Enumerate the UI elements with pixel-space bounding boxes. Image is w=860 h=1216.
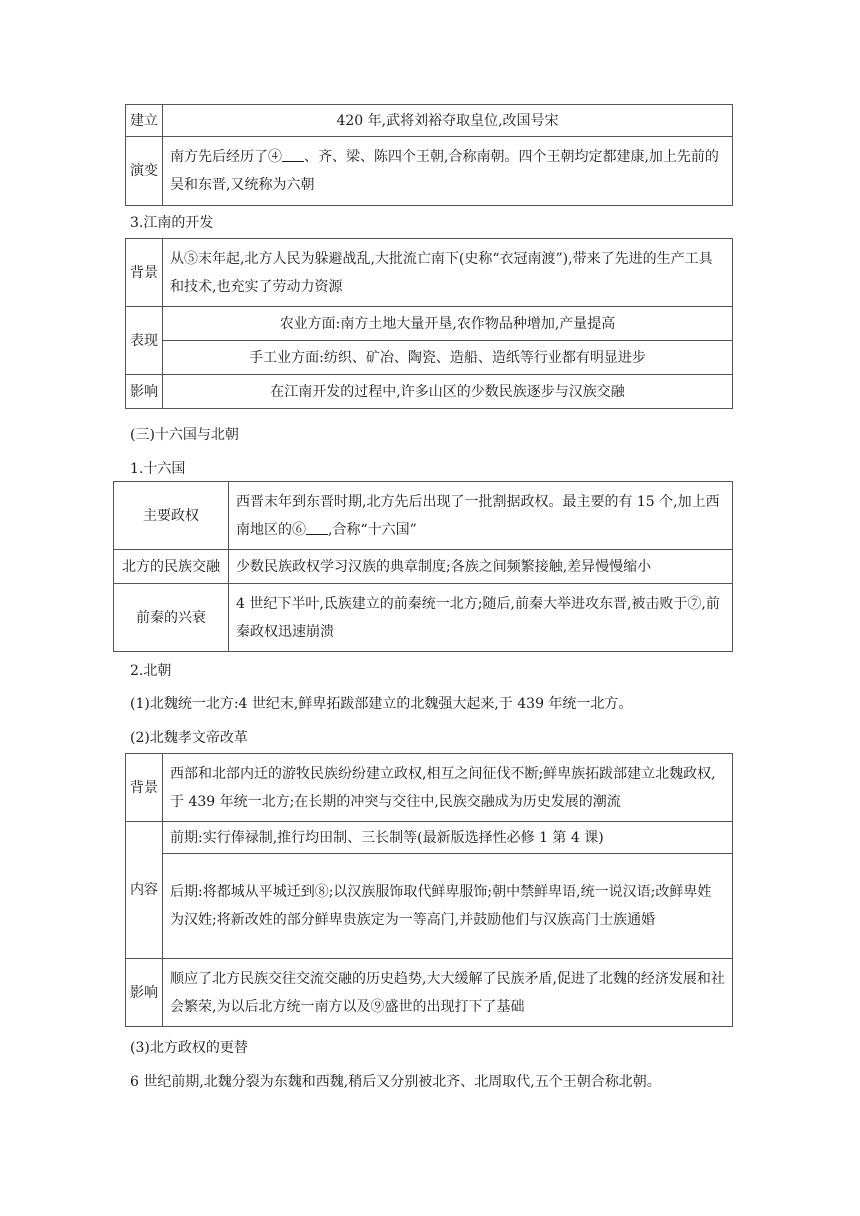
text-after-blank: 、齐、梁、陈四个王朝,合称南朝。四个王朝均定都建康,加上先前的吴和东晋,又统称为六朝 xyxy=(170,149,719,193)
row-text: 顺应了北方民族交往交流交融的历史趋势,大大缓解了民族矛盾,促进了北魏的经济发展和社会繁荣,为以后北方统一南方以及⑨盛世的出现打下了基础 xyxy=(163,959,733,1027)
row-label: 建立 xyxy=(126,105,163,137)
sixteen-kingdoms-table xyxy=(113,481,733,652)
row-text: 手工业方面:纺织、矿冶、陶瓷、造船、造纸等行业都有明显进步 xyxy=(163,341,733,375)
fill-in-blank[interactable] xyxy=(306,520,328,535)
row-label: 前秦的兴衰 xyxy=(114,584,229,652)
row-text: 420 年,武将刘裕夺取皇位,改国号宋 xyxy=(163,105,733,137)
row-text xyxy=(163,137,733,206)
paragraph: (3)北方政权的更替 xyxy=(130,1040,248,1056)
row-label: 影响 xyxy=(126,959,163,1027)
part-heading: (三)十六国与北朝 xyxy=(130,427,239,443)
fill-in-blank[interactable] xyxy=(282,147,304,162)
section-heading: 1.十六国 xyxy=(130,461,186,477)
table-row xyxy=(126,307,733,341)
southern-dynasties-table xyxy=(125,104,733,206)
row-text xyxy=(229,482,733,550)
text-before-blank: 南方先后经历了④ xyxy=(170,149,282,165)
paragraph: (2)北魏孝文帝改革 xyxy=(130,730,248,746)
table-row xyxy=(126,754,733,822)
jiangnan-development-table xyxy=(125,238,733,409)
table-row xyxy=(126,854,733,959)
table-row xyxy=(126,959,733,1027)
row-label: 演变 xyxy=(126,137,163,206)
row-label: 主要政权 xyxy=(114,482,229,550)
row-text: 西部和北部内迁的游牧民族纷纷建立政权,相互之间征伐不断;鲜卑族拓跋部建立北魏政权,于 439 年统一北方;在长期的冲突与交往中,民族交融成为历史发展的潮流 xyxy=(163,754,733,822)
row-text: 农业方面:南方土地大量开垦,农作物品种增加,产量提高 xyxy=(163,307,733,341)
table-row xyxy=(126,137,733,206)
section-heading: 2.北朝 xyxy=(130,663,172,679)
row-label: 影响 xyxy=(126,375,163,409)
row-text: 在江南开发的过程中,许多山区的少数民族逐步与汉族交融 xyxy=(163,375,733,409)
row-label: 背景 xyxy=(126,239,163,307)
paragraph: (1)北魏统一北方:4 世纪末,鲜卑拓跋部建立的北魏强大起来,于 439 年统一北方。 xyxy=(130,696,633,712)
table-row xyxy=(126,375,733,409)
row-text: 少数民族政权学习汉族的典章制度;各族之间频繁接触,差异慢慢缩小 xyxy=(229,550,733,584)
row-text: 前期:实行俸禄制,推行均田制、三长制等(最新版选择性必修 1 第 4 课) xyxy=(163,822,733,854)
row-label: 表现 xyxy=(126,307,163,375)
text-after-blank: ,合称“十六国” xyxy=(328,521,417,538)
table-row xyxy=(126,105,733,137)
text-before-blank: 西晋末年到东晋时期,北方先后出现了一批割据政权。最主要的有 15 个,加上西南地区的⑥ xyxy=(236,493,720,538)
section-heading: 3.江南的开发 xyxy=(130,215,214,231)
row-text: 后期:将都城从平城迁到⑧;以汉族服饰取代鲜卑服饰;朝中禁鲜卑语,统一说汉语;改鲜卑姓为汉姓;将新改姓的部分鲜卑贵族定为一等高门,并鼓励他们与汉族高门士族通婚 xyxy=(163,854,733,959)
xiaowen-reform-table xyxy=(125,753,733,1027)
table-row xyxy=(126,239,733,307)
table-row xyxy=(114,482,733,550)
row-text: 从⑤末年起,北方人民为躲避战乱,大批流亡南下(史称“衣冠南渡”),带来了先进的生产工具和技术,也充实了劳动力资源 xyxy=(163,239,733,307)
table-row xyxy=(126,341,733,375)
row-text: 4 世纪下半叶,氐族建立的前秦统一北方;随后,前秦大举进攻东晋,被击败于⑦,前秦政权迅速崩溃 xyxy=(229,584,733,652)
table-row xyxy=(126,822,733,854)
row-label: 北方的民族交融 xyxy=(114,550,229,584)
table-row xyxy=(114,584,733,652)
row-label: 背景 xyxy=(126,754,163,822)
paragraph: 6 世纪前期,北魏分裂为东魏和西魏,稍后又分别被北齐、北周取代,五个王朝合称北朝。 xyxy=(130,1074,661,1090)
table-row xyxy=(114,550,733,584)
row-label: 内容 xyxy=(126,822,163,959)
